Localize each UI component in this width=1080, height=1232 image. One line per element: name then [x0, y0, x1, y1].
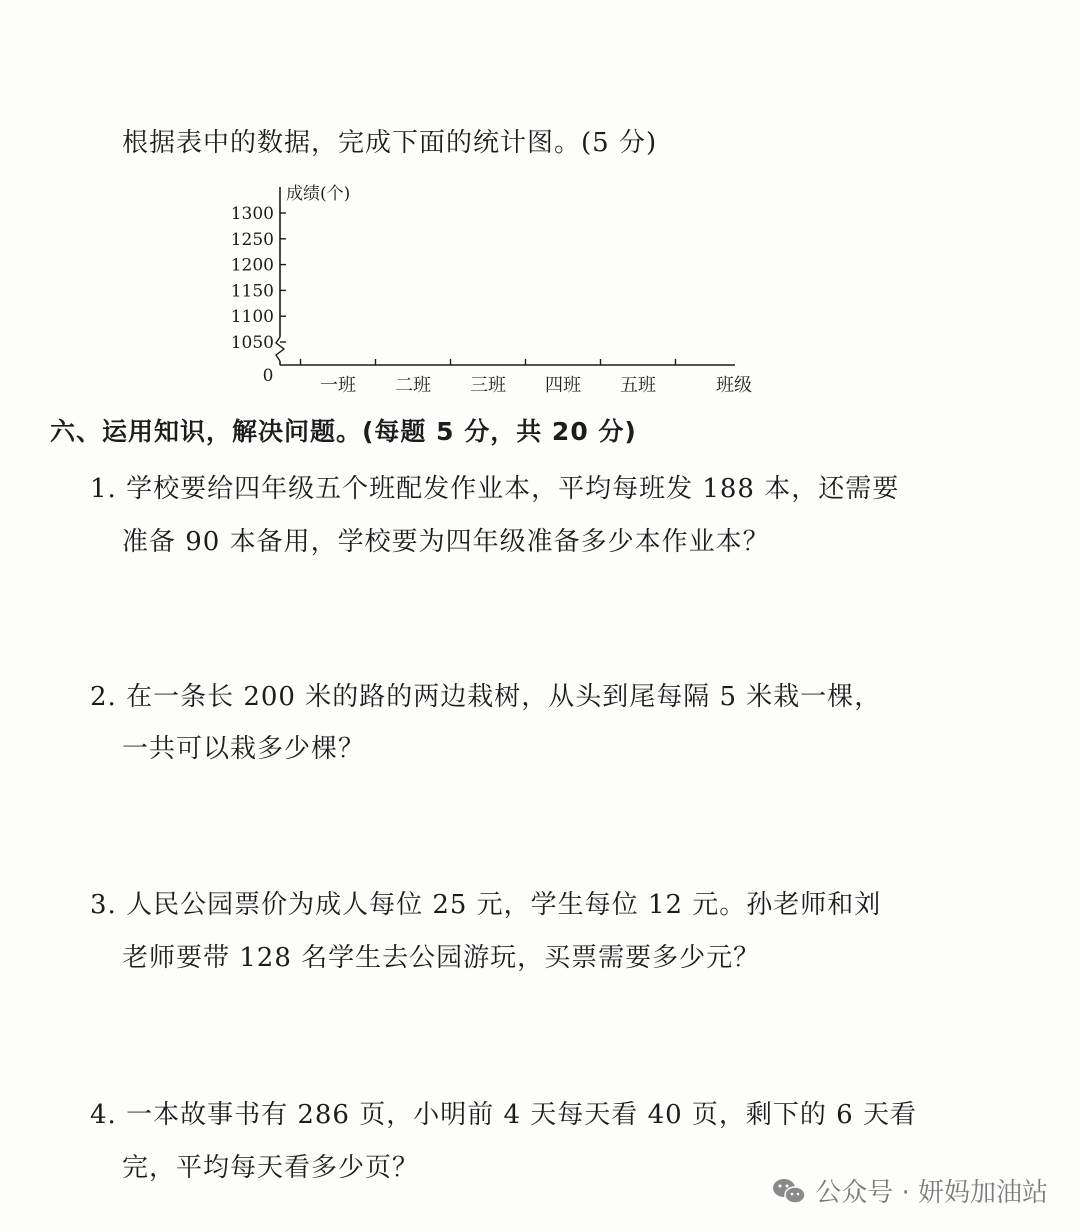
x-tick-label: 五班 — [620, 375, 656, 396]
question-1-line-1: 1. 学校要给四年级五个班配发作业本，平均每班发 188 本，还需要 — [90, 474, 900, 504]
origin-label: 0 — [262, 366, 274, 386]
y-tick-label: 1050 — [230, 333, 274, 353]
y-tick-label: 1250 — [230, 229, 274, 250]
y-tick-label: 1300 — [230, 204, 274, 224]
bar-chart — [220, 175, 780, 405]
section-title: 六、运用知识，解决问题。(每题 5 分，共 20 分) — [50, 417, 637, 446]
question-2-line-1: 2. 在一条长 200 米的路的两边栽树，从头到尾每隔 5 米栽一棵， — [90, 682, 882, 712]
question-3-line-1: 3. 人民公园票价为成人每位 25 元，学生每位 12 元。孙老师和刘 — [90, 890, 882, 920]
x-axis-label: 班级 — [716, 375, 752, 396]
question-2-line-2: 一共可以栽多少棵？ — [122, 734, 366, 764]
x-tick-label: 一班 — [320, 375, 356, 396]
y-axis-label: 成绩(个) — [286, 184, 351, 204]
instruction-text: 根据表中的数据，完成下面的统计图。(5 分) — [122, 128, 658, 158]
x-tick-label: 四班 — [545, 375, 581, 396]
question-4-line-2: 完，平均每天看多少页？ — [122, 1153, 420, 1183]
y-tick-label: 1150 — [230, 281, 274, 302]
x-tick-label: 三班 — [470, 375, 506, 396]
question-1-line-2: 准备 90 本备用，学校要为四年级准备多少本作业本？ — [122, 527, 770, 557]
question-3-line-2: 老师要带 128 名学生去公园游玩，买票需要多少元？ — [122, 943, 761, 973]
watermark-text: 公众号 · 妍妈加油站 — [815, 1178, 1048, 1208]
wechat-icon — [771, 1176, 807, 1206]
axis-break-mark — [276, 337, 284, 361]
question-4-line-1: 4. 一本故事书有 286 页，小明前 4 天每天看 40 页，剩下的 6 天看 — [90, 1100, 917, 1130]
watermark — [771, 1172, 1048, 1209]
x-tick-label: 二班 — [395, 375, 431, 396]
y-tick-label: 1200 — [230, 255, 274, 276]
y-tick-label: 1100 — [230, 307, 274, 328]
